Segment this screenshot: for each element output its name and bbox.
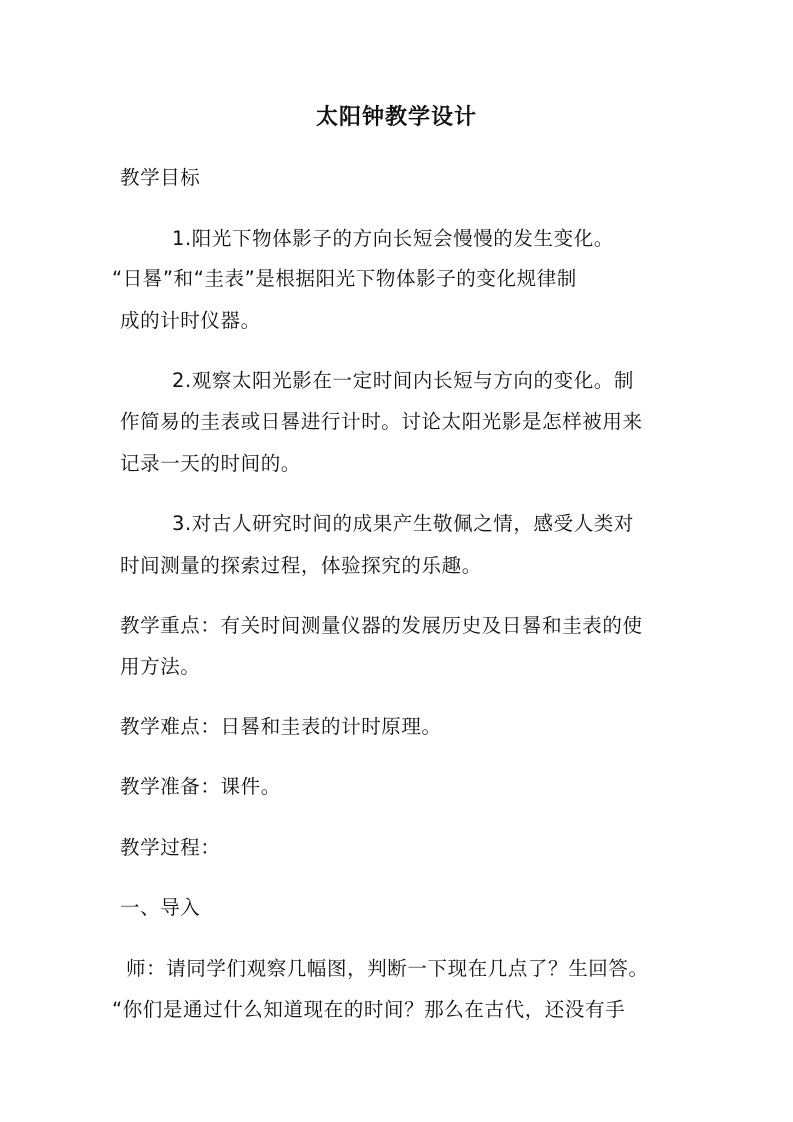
difficulties-line: 教学难点：日晷和圭表的计时原理。 <box>120 715 442 738</box>
intro-line-2: “你们是通过什么知道现在的时间？那么在古代，还没有手 <box>112 998 626 1021</box>
objective-1-line-2: “日晷”和“圭表”是根据阳光下物体影子的变化规律制 <box>112 267 577 290</box>
preparation-line: 教学准备：课件。 <box>120 775 281 798</box>
intro-heading: 一、导入 <box>120 896 201 919</box>
objective-2-line-3: 记录一天的时间的。 <box>120 452 301 475</box>
objective-2-line-2: 作简易的圭表或日晷进行计时。讨论太阳光影是怎样被用来 <box>120 410 643 433</box>
objective-2-line-1: 2.观察太阳光影在一定时间内长短与方向的变化。制 <box>172 369 635 392</box>
objective-3-line-1: 3.对古人研究时间的成果产生敬佩之情，感受人类对 <box>172 512 635 535</box>
intro-line-1: 师：请同学们观察几幅图，判断一下现在几点了？生回答。 <box>126 957 649 980</box>
document-title: 太阳钟教学设计 <box>315 104 477 130</box>
key-points-line-1: 教学重点：有关时间测量仪器的发展历史及日晷和圭表的使 <box>120 614 643 637</box>
process-heading: 教学过程： <box>120 836 221 859</box>
objective-1-line-3: 成的计时仪器。 <box>120 309 261 332</box>
objective-3-line-2: 时间测量的探索过程，体验探究的乐趣。 <box>120 554 482 577</box>
section-objectives-heading: 教学目标 <box>120 166 201 189</box>
key-points-line-2: 用方法。 <box>120 655 201 678</box>
objective-1-line-1: 1.阳光下物体影子的方向长短会慢慢的发生变化。 <box>172 227 614 250</box>
